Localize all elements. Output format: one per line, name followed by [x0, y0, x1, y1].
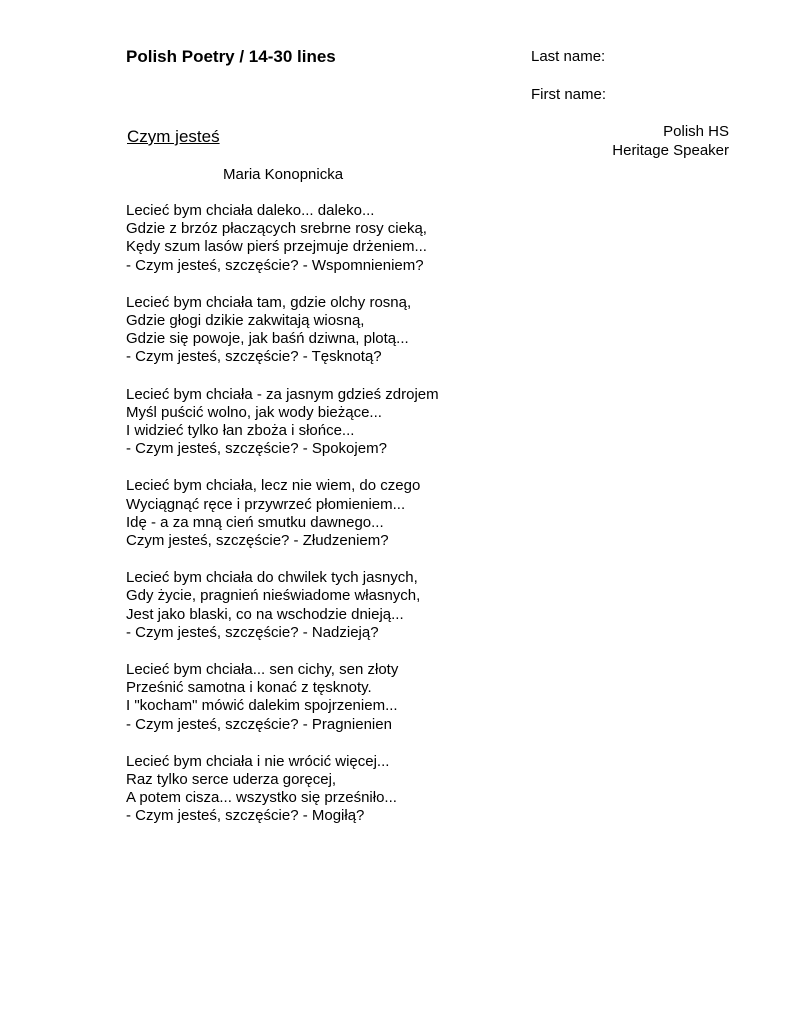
poem-author: Maria Konopnicka	[223, 166, 344, 183]
stanza	[126, 753, 546, 826]
first-name-label: First name:	[531, 86, 607, 103]
level-line-1: Polish HS	[663, 123, 729, 140]
stanza	[126, 569, 546, 642]
stanza	[126, 661, 546, 734]
poem-line: Lecieć bym chciała - za jasnym gdzieś zdrojem	[126, 385, 439, 403]
poem-line: Myśl puścić wolno, jak wody bieżące...	[126, 403, 382, 421]
worksheet-title: Polish Poetry / 14-30 lines	[126, 47, 336, 66]
poem-line: Lecieć bym chciała daleko... daleko...	[126, 202, 375, 219]
last-name-label: Last name:	[531, 48, 606, 65]
poem-line: A potem cisza... wszystko się prześniło...	[126, 789, 397, 807]
stanza	[126, 386, 546, 459]
poem-line: - Czym jesteś, szczęście? - Nadzieją?	[126, 623, 379, 641]
poem-line: Prześnić samotna i konać z tęsknoty.	[126, 679, 372, 697]
poem-line: Wyciągnąć ręce i przywrzeć płomieniem...	[126, 495, 406, 513]
level-info	[612, 122, 729, 160]
poem-line: Idę - a za mną cień smutku dawnego...	[126, 513, 384, 531]
poem-line: Lecieć bym chciała, lecz nie wiem, do czego	[126, 477, 421, 495]
poem-title: Czym jesteś	[127, 127, 220, 146]
poem-line: Gdzie głogi dzikie zakwitają wiosną,	[126, 312, 365, 330]
poem-line: - Czym jesteś, szczęście? - Pragnienien	[126, 715, 392, 733]
poem-line: Kędy szum lasów pierś przejmuje drżeniem...	[126, 238, 427, 256]
poem-body	[126, 202, 546, 845]
poem-line: Jest jako blaski, co na wschodzie dnieją...	[126, 605, 404, 623]
stanza	[126, 202, 546, 275]
poem-line: - Czym jesteś, szczęście? - Wspomnieniem?	[126, 256, 424, 274]
stanza	[126, 294, 546, 367]
poem-line: - Czym jesteś, szczęście? - Tęsknotą?	[126, 348, 382, 366]
poem-line: Lecieć bym chciała... sen cichy, sen złoty	[126, 661, 399, 679]
level-line-2: Heritage Speaker	[612, 142, 729, 159]
poem-line: Lecieć bym chciała i nie wrócić więcej...	[126, 752, 390, 770]
poem-line: Gdzie się powoje, jak baśń dziwna, plotą...	[126, 330, 409, 348]
poem-line: I "kocham" mówić dalekim spojrzeniem...	[126, 697, 398, 715]
poem-line: Gdzie z brzóz płaczących srebrne rosy cieką,	[126, 220, 427, 238]
poem-line: Lecieć bym chciała do chwilek tych jasnych,	[126, 569, 418, 587]
stanza	[126, 477, 546, 550]
poem-line: Lecieć bym chciała tam, gdzie olchy rosną,	[126, 293, 412, 311]
poem-line: Raz tylko serce uderza goręcej,	[126, 771, 337, 789]
poem-line: - Czym jesteś, szczęście? - Mogiłą?	[126, 807, 365, 825]
poem-line: Czym jesteś, szczęście? - Złudzeniem?	[126, 532, 389, 550]
poem-line: I widzieć tylko łan zboża i słońce...	[126, 422, 355, 440]
poem-line: - Czym jesteś, szczęście? - Spokojem?	[126, 440, 387, 458]
poem-line: Gdy życie, pragnień nieświadome własnych,	[126, 587, 421, 605]
